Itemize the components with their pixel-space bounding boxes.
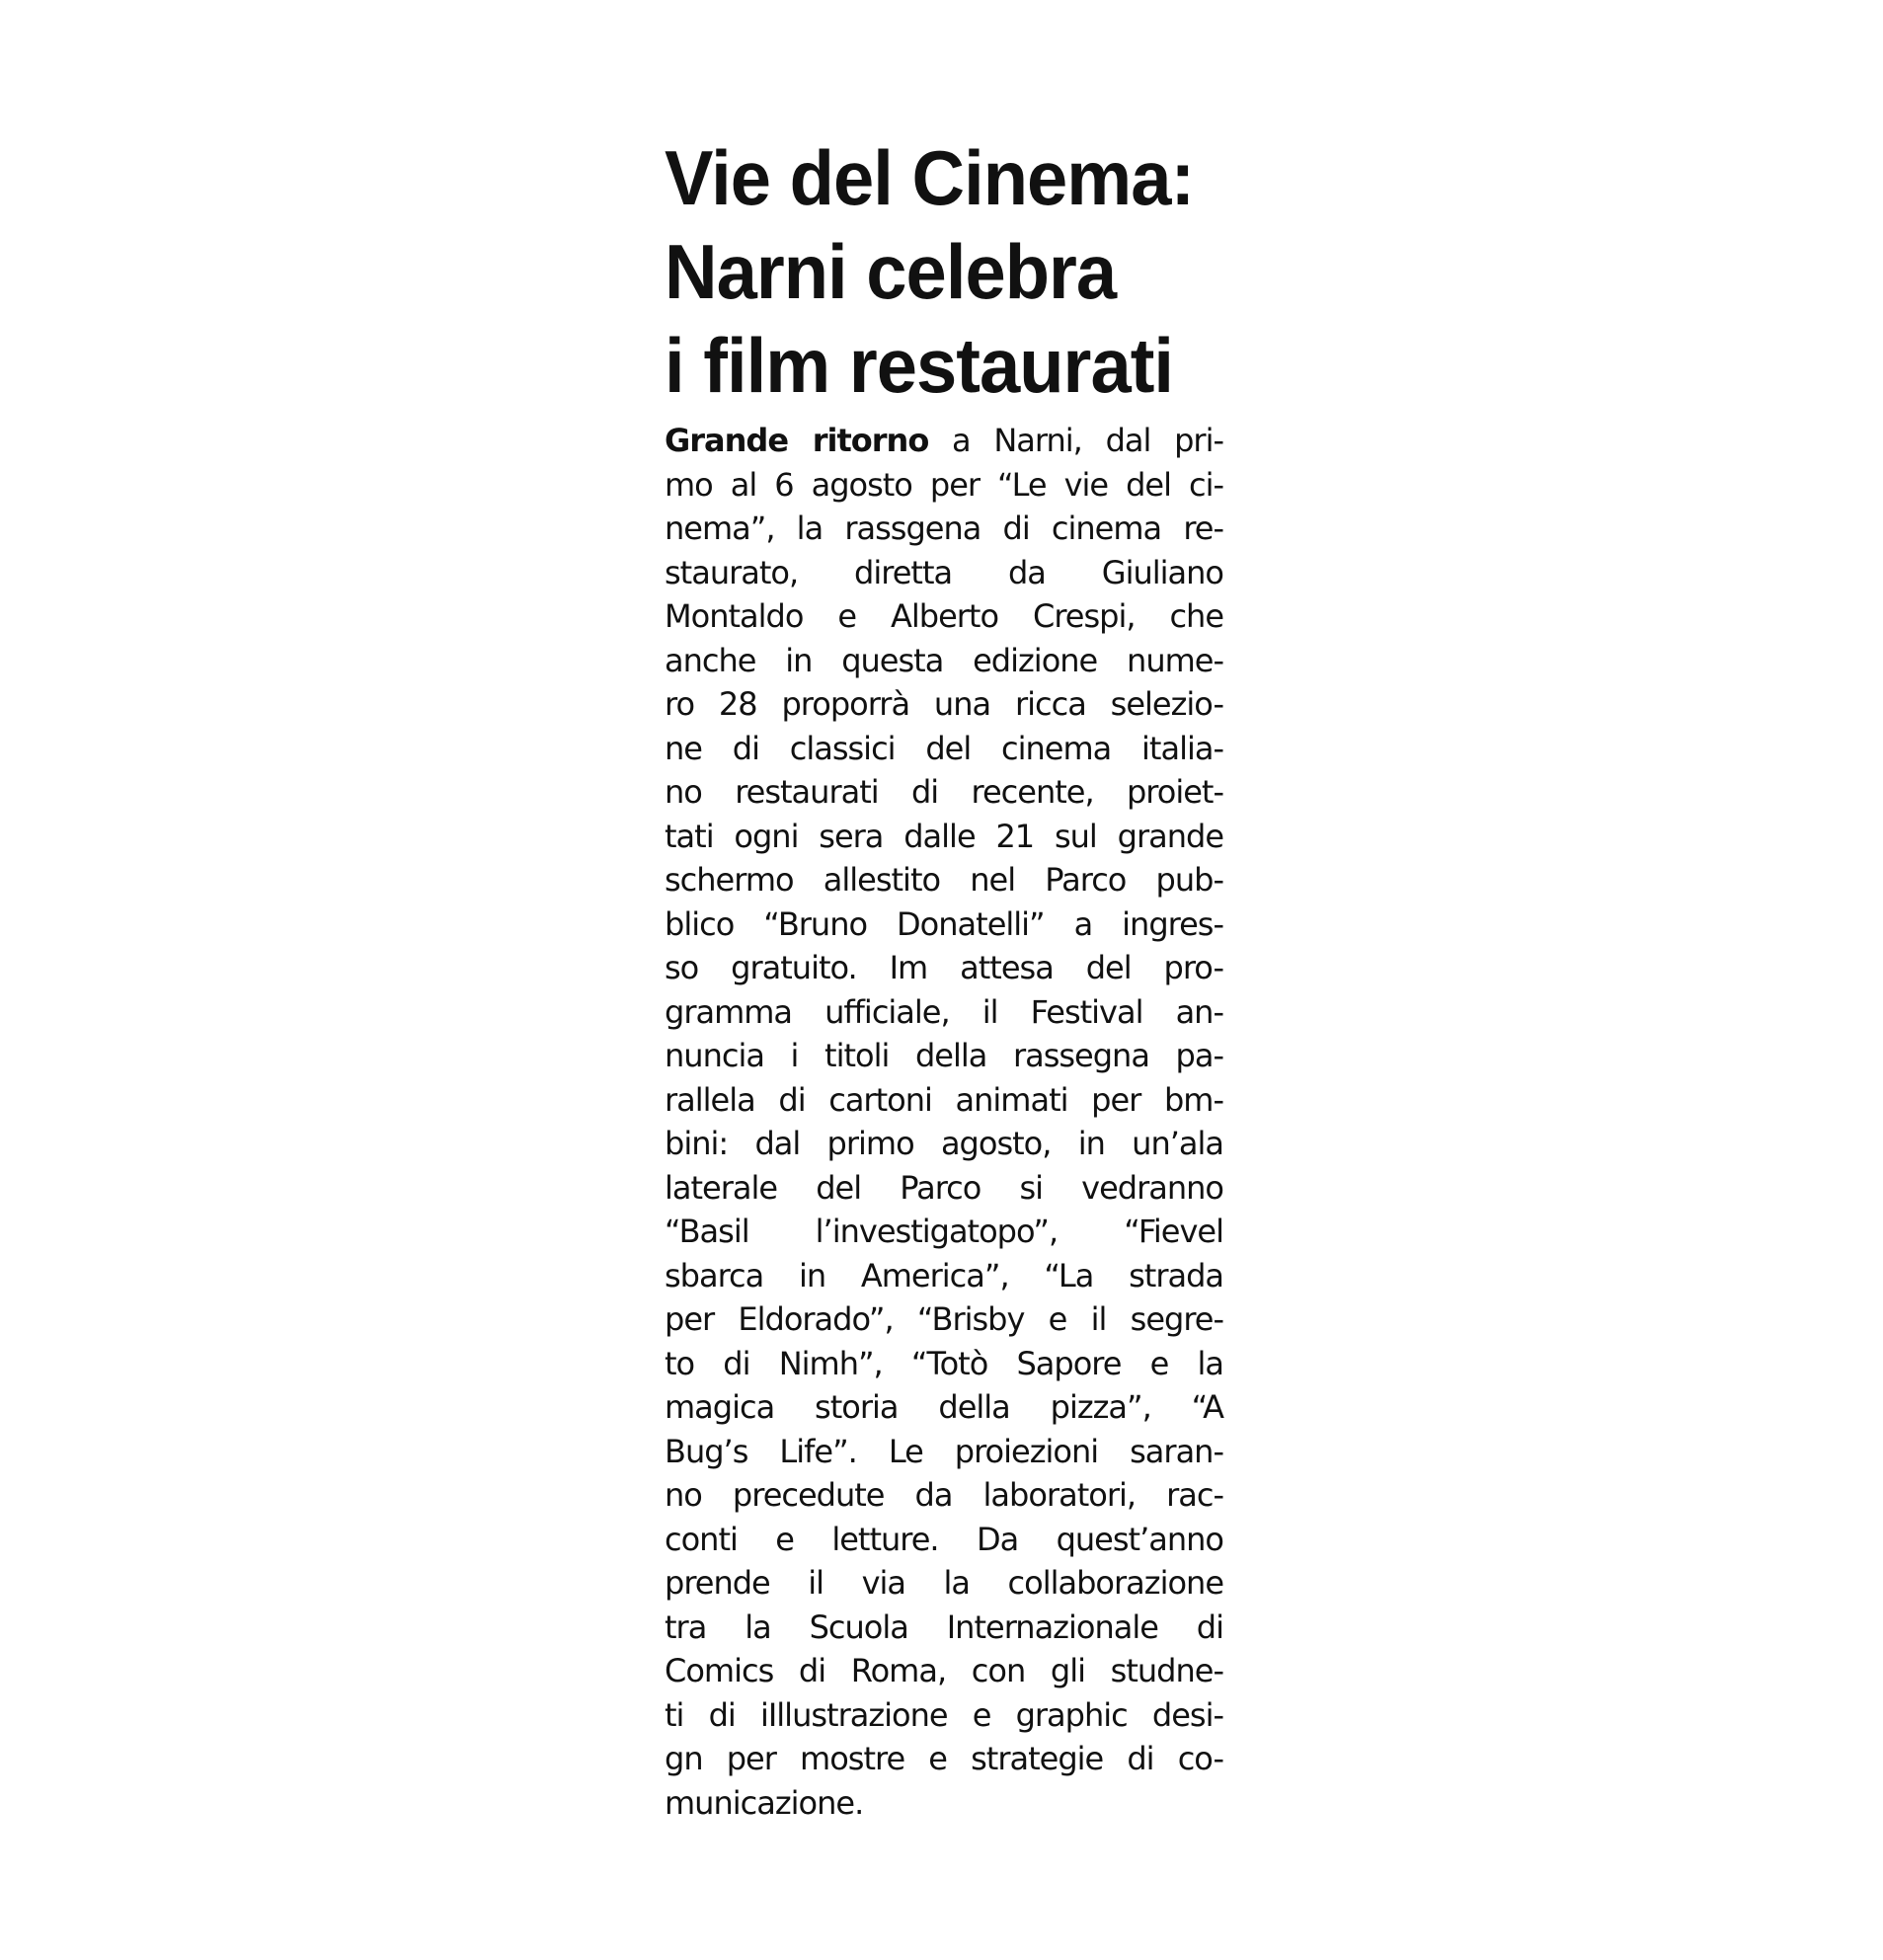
body-line: no restaurati di recente, proiet- (665, 773, 1223, 811)
lead-bold-text: Grande ritorno (665, 422, 929, 459)
body-line: nema”, la rassgena di cinema re- (665, 510, 1223, 547)
body-line: conti e letture. Da quest’anno (665, 1520, 1223, 1558)
body-line: staurato, diretta da Giuliano (665, 553, 1223, 591)
body-line: nuncia i titoli della rassegna pa- (665, 1037, 1223, 1074)
body-line: ro 28 proporrà una ricca selezio- (665, 685, 1223, 723)
body-line: sbarca in America”, “La strada (665, 1256, 1223, 1294)
body-line: mo al 6 agosto per “Le vie del ci- (665, 465, 1223, 504)
body-line: no precedute da laboratori, rac- (665, 1476, 1223, 1514)
body-line (665, 419, 1223, 463)
body-line: magica storia della pizza”, “A (665, 1388, 1223, 1426)
body-line: rallela di cartoni animati per bm- (665, 1080, 1223, 1119)
article-body (665, 419, 1223, 1825)
body-line: Bug’s Life”. Le proiezioni saran- (665, 1432, 1223, 1470)
body-line: ne di classici del cinema italia- (665, 729, 1223, 767)
body-line: municazione. (665, 1783, 864, 1822)
body-line: per Eldorado”, “Brisby e il segre- (665, 1300, 1223, 1338)
body-line: schermo allestito nel Parco pub- (665, 861, 1223, 899)
body-line: “Basil l’investigatopo”, “Fievel (665, 1213, 1223, 1250)
body-line: prende il via la collaborazione (665, 1564, 1223, 1602)
body-line: blico “Bruno Donatelli” a ingres- (665, 904, 1223, 943)
body-line: so gratuito. Im attesa del pro- (665, 949, 1223, 986)
body-line: ti di iIllustrazione e graphic desi- (665, 1695, 1223, 1734)
headline-line: Vie del Cinema: (665, 134, 1195, 221)
body-line: anche in questa edizione nume- (665, 641, 1223, 679)
body-line: to di Nimh”, “Totò Sapore e la (665, 1344, 1223, 1382)
body-line: Comics di Roma, con gli studne- (665, 1652, 1223, 1689)
headline-line: Narni celebra (665, 228, 1117, 315)
body-line: tati ogni sera dalle 21 sul grande (665, 817, 1223, 855)
body-line: gn per mostre e strategie di co- (665, 1740, 1223, 1777)
body-line: gramma ufficiale, il Festival an- (665, 992, 1223, 1031)
article (665, 131, 1223, 1825)
body-line: laterale del Parco si vedranno (665, 1168, 1223, 1207)
headline-line: i film restaurati (665, 322, 1174, 409)
body-line: Montaldo e Alberto Crespi, che (665, 597, 1223, 635)
body-line: bini: dal primo agosto, in un’ala (665, 1125, 1223, 1162)
body-line: tra la Scuola Internazionale di (665, 1607, 1223, 1646)
body-line-text: a Narni, dal pri- (928, 422, 1224, 459)
headline (665, 131, 1223, 413)
